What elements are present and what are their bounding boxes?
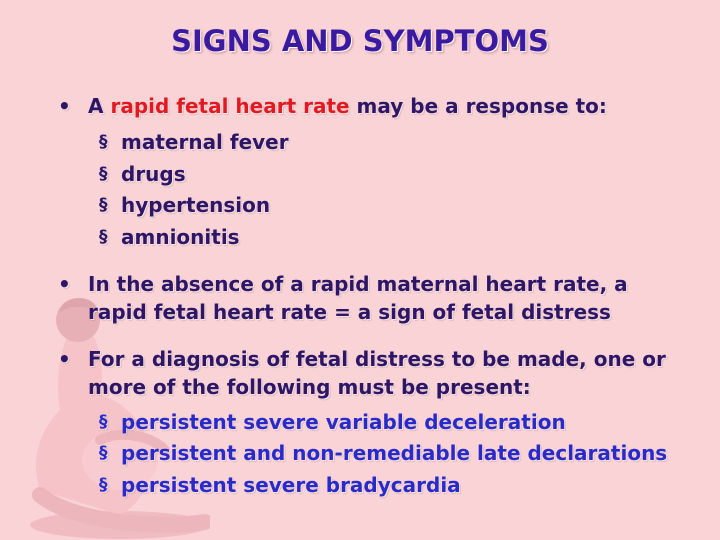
bullet1-suffix: may be a response to: <box>349 94 607 118</box>
subbullet-marker: § <box>99 195 108 215</box>
bullet-absence-maternal-rate <box>58 270 628 326</box>
bullet3-line2: more of the following must be present: <box>88 375 531 399</box>
sub-item-label: maternal fever <box>121 130 289 154</box>
sub-item-label: hypertension <box>121 193 271 217</box>
subbullet-marker: § <box>99 227 108 247</box>
sub-item-label: persistent severe variable deceleration <box>121 410 566 434</box>
bullet-rapid-fetal-heart-rate <box>58 92 607 120</box>
subbullet-marker: § <box>99 443 108 463</box>
sub-item-label: drugs <box>121 162 186 186</box>
bullet-dot: • <box>58 94 71 118</box>
bullet-dot: • <box>58 347 71 371</box>
slide-title: SIGNS AND SYMPTOMS <box>171 24 549 58</box>
subbullet-marker: § <box>99 475 108 495</box>
bullet2-line1: In the absence of a rapid maternal heart rate, a <box>88 272 628 296</box>
sub-item-label: persistent and non-remediable late declarations <box>121 441 668 465</box>
subbullet-marker: § <box>99 164 108 184</box>
subbullet-marker: § <box>99 132 108 152</box>
bullet-diagnosis-criteria <box>58 345 666 401</box>
subbullet-marker: § <box>99 412 108 432</box>
bullet1-highlight: rapid fetal heart rate <box>110 94 350 118</box>
bullet3-line1: For a diagnosis of fetal distress to be made, one or <box>88 347 666 371</box>
sub-item-label: amnionitis <box>121 225 240 249</box>
bullet-dot: • <box>58 272 71 296</box>
bullet1-prefix: A <box>88 94 111 118</box>
bullet2-line2: rapid fetal heart rate = a sign of fetal distress <box>88 300 611 324</box>
sub-item-label: persistent severe bradycardia <box>121 473 461 497</box>
